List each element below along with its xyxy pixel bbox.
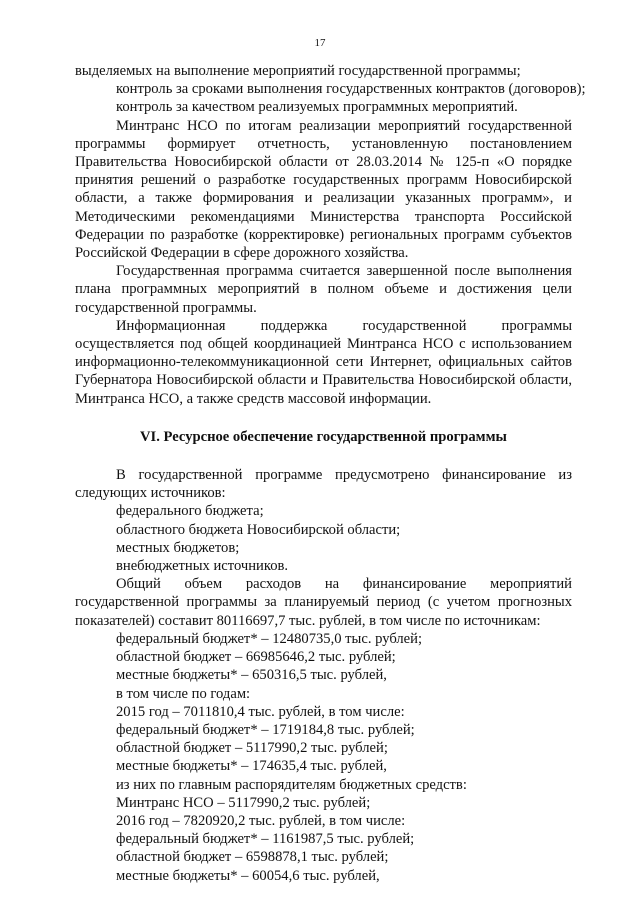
funding-line: в том числе по годам: bbox=[116, 685, 251, 702]
funding-source: областного бюджета Новосибирской области; bbox=[116, 521, 401, 538]
paragraph-reporting: Минтранс НСО по итогам реализации мероприятий государственной программы формирует отчетность, установленную постановлением Правительства Новосибирской области от 28.03.2014 № 125-п «О порядке принятия решений о разработке государственных программ Новосибирской области, а также формирования и реализации указанных программ», и Методическими рекомендациями Министерства транспорта Российской Федерации по разработке (корректировке) региональных программ субъектов Российской Федерации в сфере дорожного хозяйства. bbox=[75, 117, 572, 262]
funding-source: местных бюджетов; bbox=[116, 539, 240, 556]
funding-line: местные бюджеты* – 60054,6 тыс. рублей, bbox=[116, 867, 380, 884]
funding-line: областной бюджет – 6598878,1 тыс. рублей; bbox=[116, 849, 389, 866]
funding-line: 2015 год – 7011810,4 тыс. рублей, в том числе: bbox=[116, 703, 405, 720]
funding-line: Минтранс НСО – 5117990,2 тыс. рублей; bbox=[116, 794, 371, 811]
funding-line: 2016 год – 7820920,2 тыс. рублей, в том числе: bbox=[116, 812, 406, 829]
funding-line: местные бюджеты* – 650316,5 тыс. рублей, bbox=[116, 667, 387, 684]
funding-line: местные бюджеты* – 174635,4 тыс. рублей, bbox=[116, 758, 387, 775]
funding-line: федеральный бюджет* – 1719184,8 тыс. рублей; bbox=[116, 721, 415, 738]
page-number: 17 bbox=[314, 37, 326, 49]
text-line: контроль за качеством реализуемых программных мероприятий. bbox=[116, 99, 518, 116]
funding-source: внебюджетных источников. bbox=[116, 558, 289, 575]
funding-line: федеральный бюджет* – 12480735,0 тыс. рублей; bbox=[116, 630, 423, 647]
funding-source: федерального бюджета; bbox=[116, 503, 264, 520]
section-heading: VI. Ресурсное обеспечение государственной программы bbox=[140, 428, 507, 445]
text-line: выделяемых на выполнение мероприятий государственной программы; bbox=[75, 63, 521, 79]
document-body bbox=[75, 62, 586, 885]
paragraph-funding-total: Общий объем расходов на финансирование мероприятий государственной программы за планируемый период (с учетом прогнозных показателей) составит 80116697,7 тыс. рублей, в том числе по источникам: bbox=[75, 576, 572, 629]
paragraph-information-support: Информационная поддержка государственной программы осуществляется под общей координацией Минтранса НСО с использованием информационно-телекоммуникационной сети Интернет, официальных сайтов Губернатора Новосибирской области и Правительства Новосибирской области, Минтранса НСО, а также средств массовой информации. bbox=[75, 317, 572, 407]
funding-line: областной бюджет – 5117990,2 тыс. рублей; bbox=[116, 740, 388, 757]
funding-line: федеральный бюджет* – 1161987,5 тыс. рублей; bbox=[116, 831, 415, 848]
text-line: контроль за сроками выполнения государственных контрактов (договоров); bbox=[116, 81, 586, 98]
funding-line: из них по главным распорядителям бюджетных средств: bbox=[116, 776, 467, 793]
paragraph-funding-intro: В государственной программе предусмотрено финансирование из следующих источников: bbox=[75, 467, 572, 502]
funding-line: областной бюджет – 66985646,2 тыс. рублей; bbox=[116, 649, 396, 666]
paragraph-completion: Государственная программа считается завершенной после выполнения плана программных мероприятий в полном объеме и достижения цели государственной программы. bbox=[75, 263, 572, 316]
